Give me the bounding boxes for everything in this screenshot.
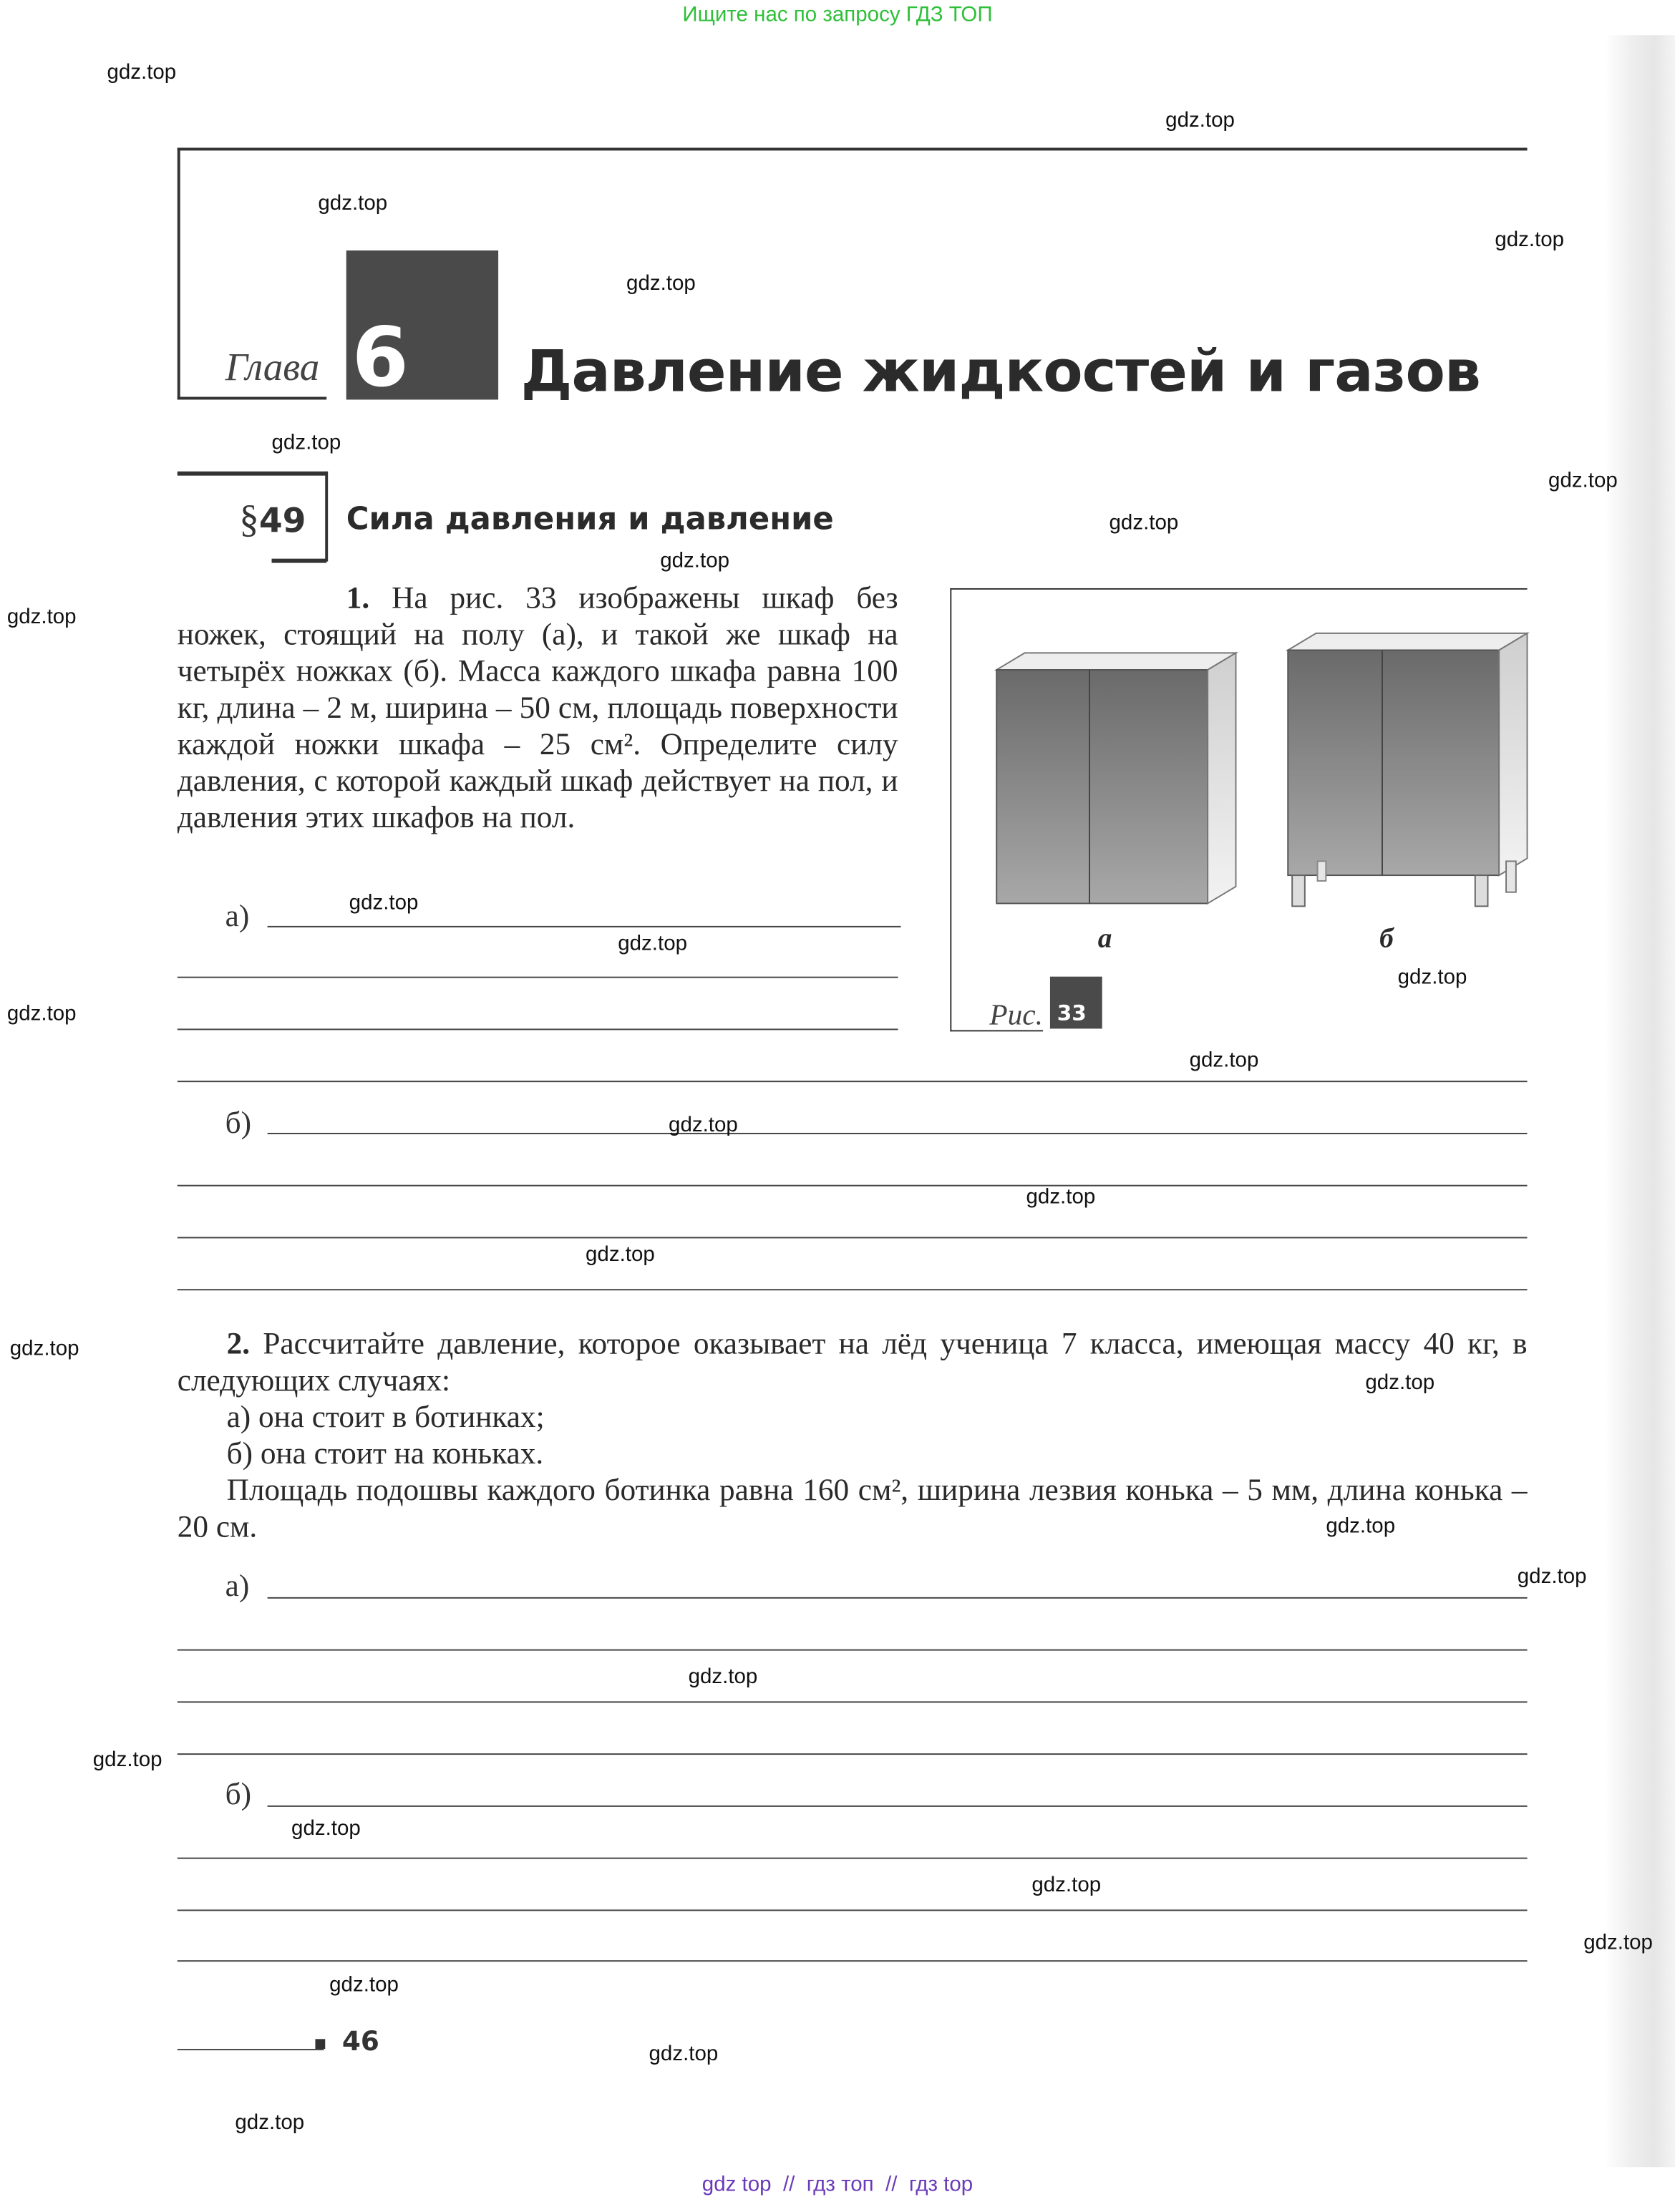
task2-answer-b-label: б) bbox=[225, 1775, 252, 1811]
task1-answer-b-line[interactable] bbox=[178, 1237, 1528, 1238]
section-number bbox=[239, 498, 306, 543]
watermark: gdz.top bbox=[618, 931, 688, 956]
task2-answer-b-line[interactable] bbox=[178, 1858, 1528, 1859]
watermark: gdz.top bbox=[1517, 1564, 1587, 1589]
watermark: gdz.top bbox=[9, 1337, 79, 1361]
task1-number: 1. bbox=[346, 580, 370, 615]
task2-answer-a-label: а) bbox=[225, 1567, 250, 1603]
task1-answer-b-line[interactable] bbox=[178, 1185, 1528, 1187]
watermark: gdz.top bbox=[1583, 1930, 1653, 1955]
watermark: gdz.top bbox=[669, 1113, 738, 1137]
watermark: gdz.top bbox=[1026, 1184, 1096, 1209]
task2-case-b: б) она стоит на коньках. bbox=[226, 1435, 544, 1471]
watermark: gdz.top bbox=[271, 430, 341, 455]
watermark: gdz.top bbox=[235, 2110, 305, 2135]
task1-answer-a-line[interactable] bbox=[178, 1081, 1528, 1082]
chapter-number-box bbox=[346, 250, 498, 406]
cabinet-b-icon bbox=[1288, 633, 1527, 906]
cabinet-a-icon bbox=[996, 653, 1235, 903]
task1-answer-a-line[interactable] bbox=[178, 1028, 898, 1030]
watermark: gdz.top bbox=[107, 60, 177, 84]
task1-body: На рис. 33 изображены шкаф без ножек, стоящий на полу (а), и такой же шкаф на четырёх ножках (б). Масса каждого шкафа равна 100 кг, длина – 2 м, ширина – 50 см, площадь поверхности каждой ножки шкафа – 25 см². Определите силу давления, с которой каждый шкаф действует на пол, и давления этих шкафов на пол. bbox=[177, 580, 898, 835]
cabinets-illustration bbox=[971, 619, 1535, 929]
task1-answer-b-label: б) bbox=[225, 1104, 252, 1140]
task1-answer-a-line[interactable] bbox=[268, 926, 901, 927]
top-banner[interactable]: Ищите нас по запросу ГДЗ ТОП bbox=[682, 2, 993, 27]
watermark: gdz.top bbox=[291, 1816, 361, 1841]
page-number: 46 bbox=[341, 2026, 379, 2057]
header-bottom-rule bbox=[178, 397, 326, 399]
chapter-label: Глава bbox=[225, 346, 320, 390]
watermark: gdz.top bbox=[1326, 1514, 1396, 1539]
figure-caption: Рис. bbox=[989, 998, 1043, 1032]
watermark: gdz.top bbox=[6, 1002, 77, 1026]
task2-answer-a-line[interactable] bbox=[268, 1597, 1528, 1599]
section-bottom-rule bbox=[272, 559, 327, 562]
task1-answer-a-line[interactable] bbox=[178, 977, 898, 978]
figure-top-rule bbox=[950, 588, 1527, 590]
watermark: gdz.top bbox=[349, 890, 419, 915]
section-right-rule bbox=[325, 472, 327, 562]
watermark: gdz.top bbox=[586, 1242, 655, 1267]
task2-conditions: Площадь подошвы каждого ботинка равна 160 см², ширина лезвия конька – 5 мм, длина конька – 20 см. bbox=[177, 1471, 1528, 1544]
figure-label-a: а bbox=[1097, 922, 1112, 955]
section-title: Сила давления и давление bbox=[346, 502, 834, 538]
watermark: gdz.top bbox=[318, 191, 388, 215]
task1-answer-b-line[interactable] bbox=[268, 1133, 1528, 1134]
chapter-number: 6 bbox=[351, 309, 409, 406]
task2-answer-a-line[interactable] bbox=[178, 1753, 1528, 1755]
figure-number: 33 bbox=[1057, 1000, 1087, 1026]
watermark: gdz.top bbox=[1548, 468, 1618, 493]
watermark: gdz.top bbox=[1031, 1873, 1102, 1897]
watermark: gdz.top bbox=[6, 605, 77, 629]
watermark: gdz.top bbox=[649, 2042, 719, 2066]
task1-answer-a-label: а) bbox=[225, 897, 250, 933]
watermark: gdz.top bbox=[626, 271, 696, 296]
figure-left-rule bbox=[950, 588, 951, 1031]
task2-case-a: а) она стоит в ботинках; bbox=[226, 1398, 545, 1434]
page-number-rule bbox=[178, 2049, 324, 2050]
watermark: gdz.top bbox=[1165, 108, 1235, 132]
watermark: gdz.top bbox=[1495, 228, 1565, 252]
task2-answer-b-line[interactable] bbox=[178, 1960, 1528, 1962]
section-number-text: 49 bbox=[258, 501, 306, 541]
task2-answer-a-line[interactable] bbox=[178, 1701, 1528, 1702]
watermark: gdz.top bbox=[1365, 1370, 1435, 1395]
task2-intro: Рассчитайте давление, которое оказывает на лёд ученица 7 класса, имеющая массу 40 кг, в следующих случаях: bbox=[177, 1325, 1528, 1398]
figure-label-b: б bbox=[1379, 922, 1394, 955]
chapter-title: Давление жидкостей и газов bbox=[520, 337, 1480, 406]
task1-text bbox=[178, 580, 898, 836]
watermark: gdz.top bbox=[1189, 1048, 1259, 1073]
section-top-rule bbox=[178, 472, 326, 475]
bottom-banner[interactable]: gdz top // гдз топ // гдз top bbox=[701, 2173, 974, 2197]
watermark: gdz.top bbox=[688, 1665, 758, 1689]
watermark: gdz.top bbox=[92, 1748, 162, 1772]
figure-number-box bbox=[1050, 977, 1102, 1029]
header-top-rule bbox=[178, 147, 1528, 150]
section-symbol: § bbox=[239, 498, 259, 542]
watermark: gdz.top bbox=[1109, 510, 1179, 535]
watermark: gdz.top bbox=[660, 548, 730, 573]
task2-number: 2. bbox=[226, 1325, 251, 1361]
watermark: gdz.top bbox=[329, 1972, 399, 1997]
header-left-rule bbox=[178, 147, 180, 399]
task2-answer-b-line[interactable] bbox=[178, 1909, 1528, 1911]
watermark: gdz.top bbox=[1397, 965, 1467, 990]
page-edge-shadow bbox=[1605, 35, 1675, 2167]
task1-answer-b-line[interactable] bbox=[178, 1289, 1528, 1290]
task2-answer-a-line[interactable] bbox=[178, 1650, 1528, 1651]
task2-answer-b-line[interactable] bbox=[268, 1806, 1528, 1807]
task2-text bbox=[178, 1325, 1528, 1545]
page-number-square-icon bbox=[315, 2039, 325, 2049]
